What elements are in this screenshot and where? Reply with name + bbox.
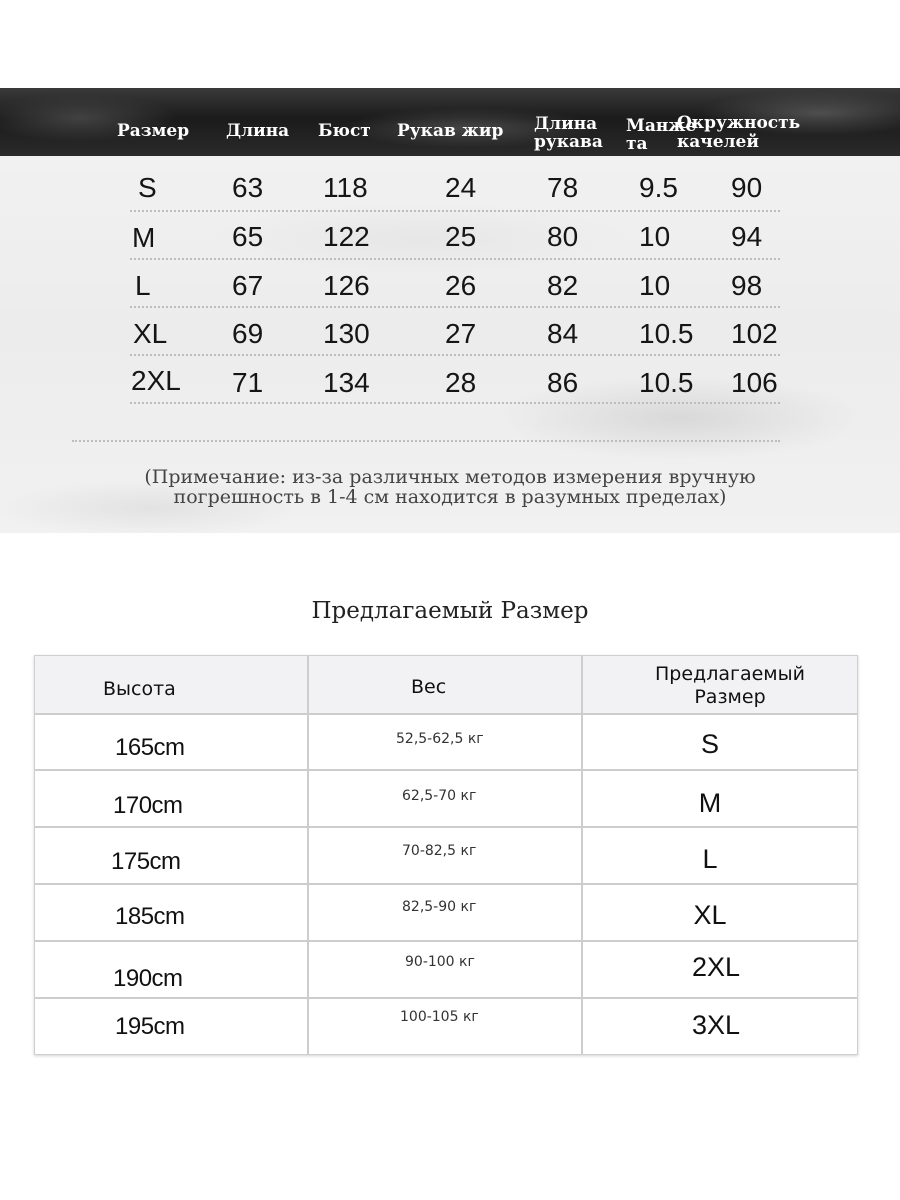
row-l-sleeve-length: 82 (547, 270, 579, 301)
row-l-cuff: 10 (639, 270, 671, 301)
row-l-bust: 126 (323, 270, 370, 301)
suggested-size-title: Предлагаемый Размер (311, 598, 589, 624)
row-l-size: L (135, 270, 151, 301)
row-weight: 52,5-62,5 кг (396, 731, 484, 747)
suggested-size-table (34, 655, 858, 1055)
header-armhole-line2: качелей (677, 132, 759, 152)
row-xl-cuff: 10.5 (639, 318, 694, 349)
table-row (35, 941, 857, 999)
row-s-size: S (138, 172, 157, 203)
row-weight: 62,5-70 кг (402, 788, 477, 804)
table-row (35, 713, 857, 771)
row-xl-length: 69 (232, 318, 264, 349)
row-m-sleeve-fat: 25 (445, 221, 477, 252)
header-height: Высота (103, 678, 176, 700)
row-height: 165cm (115, 734, 185, 761)
header-armhole-line1: Окружность (677, 113, 801, 133)
table-row (35, 770, 857, 828)
row-s-length: 63 (232, 172, 264, 203)
header-suggested-size-line1: Предлагаемый (655, 663, 805, 685)
row-height: 170cm (113, 792, 183, 819)
header-cuff-line1: Манжe (626, 116, 697, 136)
table-row (35, 884, 857, 942)
row-l-armhole: 98 (731, 270, 763, 301)
row-2xl-armhole: 106 (731, 367, 778, 398)
row-divider (130, 210, 780, 212)
row-divider (130, 354, 780, 356)
row-2xl-cuff: 10.5 (639, 367, 694, 398)
row-l-sleeve-fat: 26 (445, 270, 477, 301)
row-l-length: 67 (232, 270, 264, 301)
row-size: M (698, 788, 722, 818)
row-size: 2XL (691, 952, 741, 982)
header-bust: Бюст (318, 121, 371, 141)
row-m-cuff: 10 (639, 221, 671, 252)
row-m-length: 65 (232, 221, 264, 252)
row-m-bust: 122 (323, 221, 370, 252)
row-divider (130, 402, 780, 404)
row-m-size: M (132, 222, 156, 253)
header-length: Длина (226, 121, 290, 141)
header-cuff-line2: та (626, 134, 648, 154)
row-size: S (700, 729, 719, 759)
row-s-armhole: 90 (731, 172, 763, 203)
header-suggested-size-line2: Размер (694, 686, 766, 708)
row-height: 185cm (115, 903, 185, 930)
measurement-header-row (0, 88, 900, 156)
row-size: XL (693, 900, 727, 930)
row-height: 175cm (111, 848, 181, 875)
row-2xl-length: 71 (232, 367, 264, 398)
row-s-cuff: 9.5 (639, 172, 678, 203)
row-2xl-sleeve-length: 86 (547, 367, 579, 398)
note-line-2: погрешность в 1-4 см находится в разумных пределах) (173, 486, 727, 508)
row-s-sleeve-length: 78 (547, 172, 579, 203)
table-row (35, 998, 857, 1054)
row-size: 3XL (691, 1010, 741, 1040)
row-height: 195cm (115, 1013, 185, 1040)
header-sleeve-length-line2: рукава (534, 132, 603, 152)
row-2xl-sleeve-fat: 28 (445, 367, 477, 398)
row-xl-sleeve-length: 84 (547, 318, 579, 349)
column-divider (581, 656, 583, 1054)
row-weight: 100-105 кг (400, 1009, 479, 1025)
header-size: Размер (117, 121, 190, 141)
measurement-chart (0, 88, 900, 533)
row-weight: 70-82,5 кг (402, 843, 477, 859)
table-header-row (35, 656, 857, 715)
row-m-armhole: 94 (731, 221, 763, 252)
row-s-bust: 118 (323, 172, 368, 203)
row-weight: 82,5-90 кг (402, 899, 477, 915)
table-row (35, 827, 857, 885)
row-xl-sleeve-fat: 27 (445, 318, 477, 349)
row-divider (130, 258, 780, 260)
column-divider (307, 656, 309, 1054)
header-sleeve-length-line1: Длина (534, 114, 598, 134)
row-height: 190cm (113, 965, 183, 992)
row-divider (130, 306, 780, 308)
note-line-1: (Примечание: из-за различных методов измерения вручную (144, 466, 756, 488)
row-m-sleeve-length: 80 (547, 221, 579, 252)
row-weight: 90-100 кг (405, 954, 475, 970)
row-2xl-size: 2XL (131, 365, 181, 396)
row-xl-size: XL (133, 318, 168, 349)
row-s-sleeve-fat: 24 (445, 172, 477, 203)
row-xl-armhole: 102 (731, 318, 778, 349)
section-divider (72, 440, 780, 442)
row-xl-bust: 130 (323, 318, 370, 349)
row-size: L (702, 844, 718, 874)
row-2xl-bust: 134 (323, 367, 370, 398)
header-sleeve-fat: Рукав жир (397, 121, 504, 141)
header-weight: Вес (411, 676, 447, 698)
